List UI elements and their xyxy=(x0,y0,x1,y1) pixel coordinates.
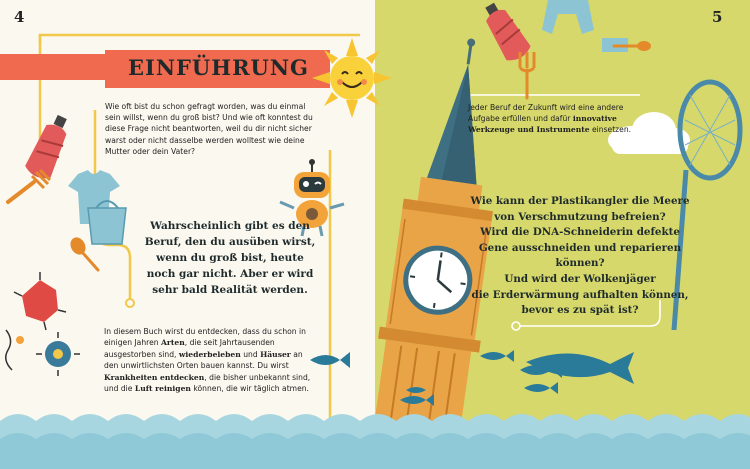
body-text: und xyxy=(240,349,261,359)
quote-line: Wahrscheinlich gibt es den xyxy=(150,220,310,232)
question-line: bevor es zu spät ist? xyxy=(521,304,639,317)
fork-icon xyxy=(4,168,54,208)
body-paragraph xyxy=(104,326,319,394)
body-highlight: innovative Werkzeuge und Instrumente xyxy=(468,114,617,135)
body-text: einsetzen. xyxy=(589,125,632,135)
body-highlight: wiederbeleben xyxy=(178,349,241,359)
title-banner-stripe xyxy=(0,54,105,80)
question-line: Wie kann der Plastikangler die Meere xyxy=(470,195,690,207)
quote-line: noch gar nicht. Aber er wird xyxy=(146,268,314,280)
question-line: Wird die DNA-Schneiderin defekte xyxy=(480,226,680,239)
right-questions xyxy=(460,194,700,319)
question-line: Gene ausschneiden und reparieren xyxy=(478,241,682,254)
quote-line: sehr bald Realität werden. xyxy=(152,284,308,296)
spoon-icon xyxy=(66,234,106,274)
body-text: , die bisher unbekannt sind, und die xyxy=(104,372,311,394)
right-intro-paragraph xyxy=(468,102,648,136)
quote-line: wenn du groß bist, heute xyxy=(156,252,304,264)
question-line: die Erderwärmung aufhalten können, xyxy=(471,288,689,301)
intro-paragraph: Wie oft bist du schon gefragt worden, was du einmal sein willst, wenn du groß bist? Und wie oft konntest du diese Frage nicht beantworten, weil du dir nicht sicher warst oder nicht dasselbe werden wolltest wie deine Mutter oder dein Vater? xyxy=(105,102,313,156)
page-number-right: 5 xyxy=(712,8,723,26)
page-title: EINFÜHRUNG xyxy=(128,55,309,80)
question-line: Und wird der Wolkenjäger xyxy=(504,272,656,285)
body-text: Jeder Beruf der Zukunft wird eine andere Aufgabe erfüllen und dafür xyxy=(468,103,624,124)
body-highlight: Häuser xyxy=(260,349,291,359)
virus-icon xyxy=(0,270,90,380)
body-text: , die seit Jahrtausenden ausgestorben sind, xyxy=(104,338,275,359)
quote-line: Beruf, den du ausüben wirst, xyxy=(144,236,316,248)
body-highlight: Krankheiten entdecken xyxy=(104,372,205,382)
body-highlight: Arten xyxy=(160,338,185,348)
question-line: von Verschmutzung befreien? xyxy=(494,210,666,223)
spoon-icon xyxy=(612,38,652,58)
body-text: an den unwirtlichsten Orten bauen kannst. Du wirst xyxy=(104,349,303,371)
left-quote xyxy=(130,218,330,298)
body-text: In diesem Buch wirst du entdecken, dass du schon in einigen Jahren xyxy=(104,327,306,348)
sea-waves xyxy=(0,399,750,469)
question-line: können? xyxy=(555,257,605,270)
body-text: können, die wir täglich atmen. xyxy=(190,384,309,394)
body-highlight: Luft reinigen xyxy=(134,384,191,394)
page-number-left: 4 xyxy=(14,8,25,26)
tshirt-icon xyxy=(538,0,598,40)
